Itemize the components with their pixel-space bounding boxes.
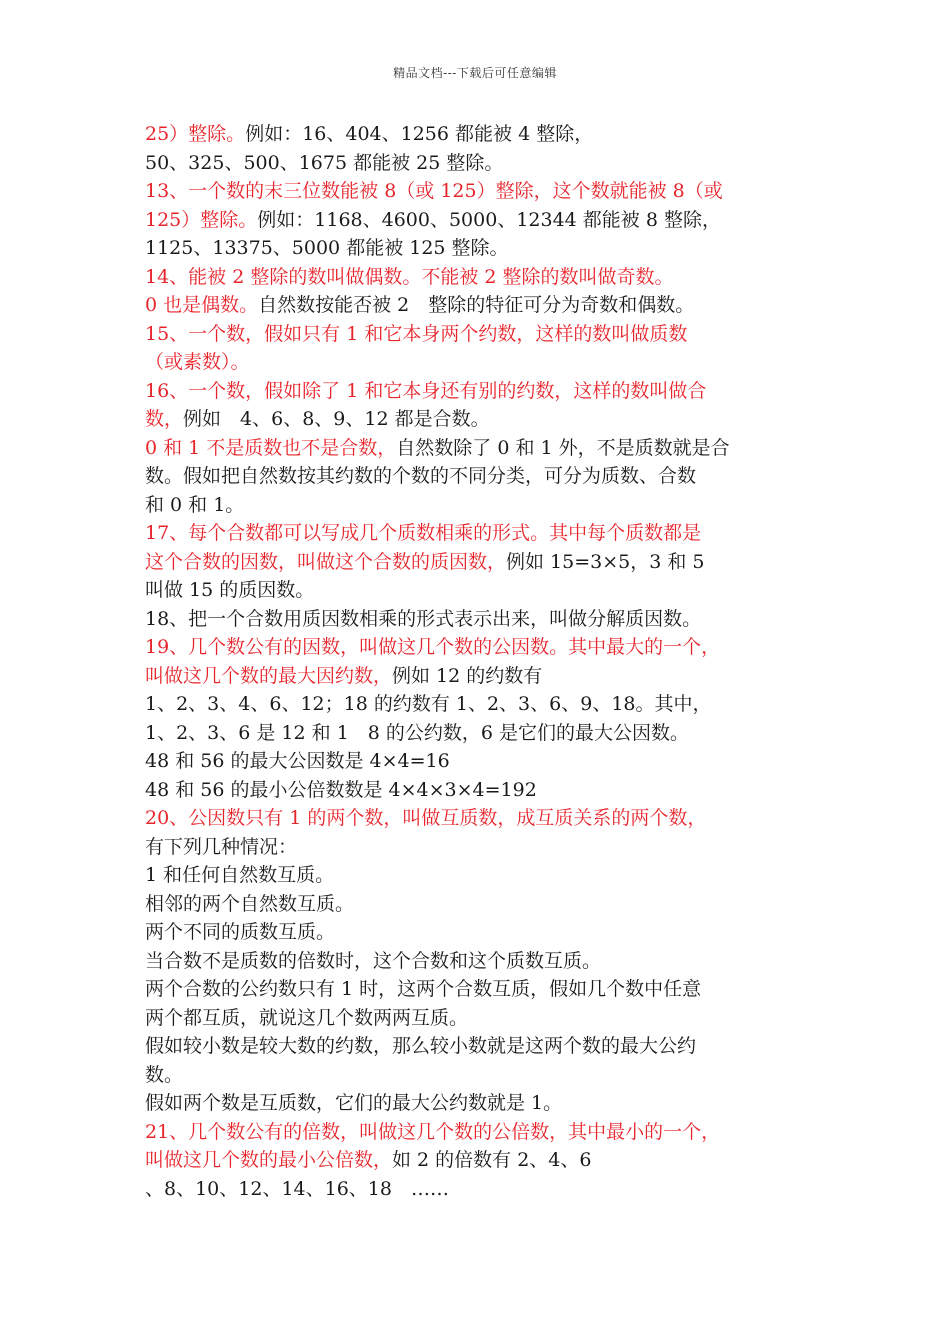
page-header: 精品文档---下载后可任意编辑 <box>393 66 557 80</box>
body-text: 1、2、3、6 是 12 和 1 8 的公约数，6 是它们的最大公因数。 <box>145 721 690 744</box>
highlighted-text: 15、一个数，假如只有 1 和它本身两个约数，这样的数叫做质数 <box>145 322 688 345</box>
highlighted-text: 21、几个数公有的倍数，叫做这几个数的公倍数，其中最小的一个， <box>145 1120 721 1143</box>
highlighted-text: 13、一个数的末三位数能被 8（或 125）整除，这个数就能被 8（或 <box>145 180 723 202</box>
text-line <box>145 1061 825 1090</box>
text-line <box>145 377 825 406</box>
body-text: 假如较小数是较大数的约数，那么较小数就是这两个数的最大公约 <box>145 1035 697 1057</box>
body-text: 1125、13375、5000 都能被 125 整除。 <box>145 237 509 259</box>
text-line <box>145 263 825 292</box>
text-line <box>145 1146 825 1175</box>
highlighted-text: 19、几个数公有的因数，叫做这几个数的公因数。其中最大的一个， <box>145 636 721 658</box>
body-text: 有下列几种情况： <box>145 835 298 858</box>
text-line <box>145 690 825 719</box>
text-line <box>145 206 825 235</box>
body-text: 自然数按能否被 2 整除的特征可分为奇数和偶数。 <box>258 294 695 316</box>
text-line <box>145 1089 825 1118</box>
body-text: 18、把一个合数用质因数相乘的形式表示出来，叫做分解质因数。 <box>145 607 702 630</box>
text-line <box>145 462 825 491</box>
body-text: 例如 12 的约数有 <box>392 664 543 687</box>
text-line <box>145 576 825 605</box>
highlighted-text: （或素数）。 <box>145 351 250 373</box>
text-line <box>145 405 825 434</box>
text-line <box>145 120 825 149</box>
body-text: 相邻的两个自然数互质。 <box>145 892 355 915</box>
body-text: 两个合数的公约数只有 1 时，这两个合数互质，假如几个数中任意 <box>145 978 702 1000</box>
text-line <box>145 320 825 349</box>
text-line <box>145 434 825 463</box>
text-line <box>145 1175 825 1204</box>
body-text: 数。假如把自然数按其约数的个数的不同分类，可分为质数、合数 <box>145 465 697 487</box>
body-text: 例如：16、404、1256 都能被 4 整除， <box>245 123 594 145</box>
body-text: 1 和任何自然数互质。 <box>145 864 335 886</box>
highlighted-text: 数， <box>145 408 184 430</box>
body-text: 48 和 56 的最小公倍数数是 4×4×3×4=192 <box>145 778 537 801</box>
text-line <box>145 291 825 320</box>
text-line <box>145 833 825 862</box>
text-line <box>145 861 825 890</box>
highlighted-text: 0 也是偶数。 <box>145 294 259 316</box>
body-text: 例如 15=3×5，3 和 5 <box>506 550 705 573</box>
text-line <box>145 1004 825 1033</box>
text-line <box>145 1118 825 1147</box>
highlighted-text: 16、一个数，假如除了 1 和它本身还有别的约数，这样的数叫做合 <box>145 379 707 402</box>
highlighted-text: 125）整除。 <box>145 208 258 231</box>
text-line <box>145 633 825 662</box>
highlighted-text: 0 和 1 不是质数也不是合数， <box>145 436 397 459</box>
body-text: 例如：1168、4600、5000、12344 都能被 8 整除， <box>257 208 721 231</box>
body-text: 如 2 的倍数有 2、4、6 <box>392 1149 592 1171</box>
text-line <box>145 662 825 691</box>
body-text: 数。 <box>145 1063 184 1086</box>
text-line <box>145 747 825 776</box>
body-text: 例如 4、6、8、9、12 都是合数。 <box>183 408 490 430</box>
body-text: 两个不同的质数互质。 <box>145 921 336 943</box>
text-line <box>145 776 825 805</box>
text-line <box>145 519 825 548</box>
highlighted-text: 20、公因数只有 1 的两个数，叫做互质数，成互质关系的两个数， <box>145 807 707 829</box>
text-line <box>145 804 825 833</box>
text-line <box>145 947 825 976</box>
body-text: 自然数除了 0 和 1 外，不是质数就是合 <box>396 436 730 459</box>
body-text: 两个都互质，就说这几个数两两互质。 <box>145 1006 469 1029</box>
text-line <box>145 149 825 178</box>
text-line <box>145 605 825 634</box>
text-line <box>145 234 825 263</box>
highlighted-text: 17、每个合数都可以写成几个质数相乘的形式。其中每个质数都是 <box>145 522 702 544</box>
text-line <box>145 719 825 748</box>
body-text: 50、325、500、1675 都能被 25 整除。 <box>145 151 504 174</box>
body-text: 当合数不是质数的倍数时，这个合数和这个质数互质。 <box>145 949 602 972</box>
highlighted-text: 叫做这几个数的最小公倍数， <box>145 1149 393 1171</box>
body-text: 和 0 和 1。 <box>145 493 245 516</box>
body-text: 48 和 56 的最大公因数是 4×4=16 <box>145 750 450 772</box>
body-text: 1、2、3、4、6、12；18 的约数有 1、2、3、6、9、18。其中， <box>145 693 712 715</box>
text-line <box>145 491 825 520</box>
text-line <box>145 890 825 919</box>
document-body <box>145 120 825 1203</box>
text-line <box>145 1032 825 1061</box>
text-line <box>145 548 825 577</box>
text-line <box>145 918 825 947</box>
highlighted-text: 这个合数的因数，叫做这个合数的质因数， <box>145 550 507 573</box>
body-text: 叫做 15 的质因数。 <box>145 579 315 601</box>
highlighted-text: 叫做这几个数的最大因约数， <box>145 664 393 687</box>
body-text: 、8、10、12、14、16、18 …… <box>145 1177 449 1200</box>
body-text: 假如两个数是互质数，它们的最大公约数就是 1。 <box>145 1092 563 1114</box>
highlighted-text: 14、能被 2 整除的数叫做偶数。不能被 2 整除的数叫做奇数。 <box>145 265 674 288</box>
text-line <box>145 975 825 1004</box>
text-line <box>145 177 825 206</box>
highlighted-text: 25）整除。 <box>145 123 246 145</box>
text-line <box>145 348 825 377</box>
